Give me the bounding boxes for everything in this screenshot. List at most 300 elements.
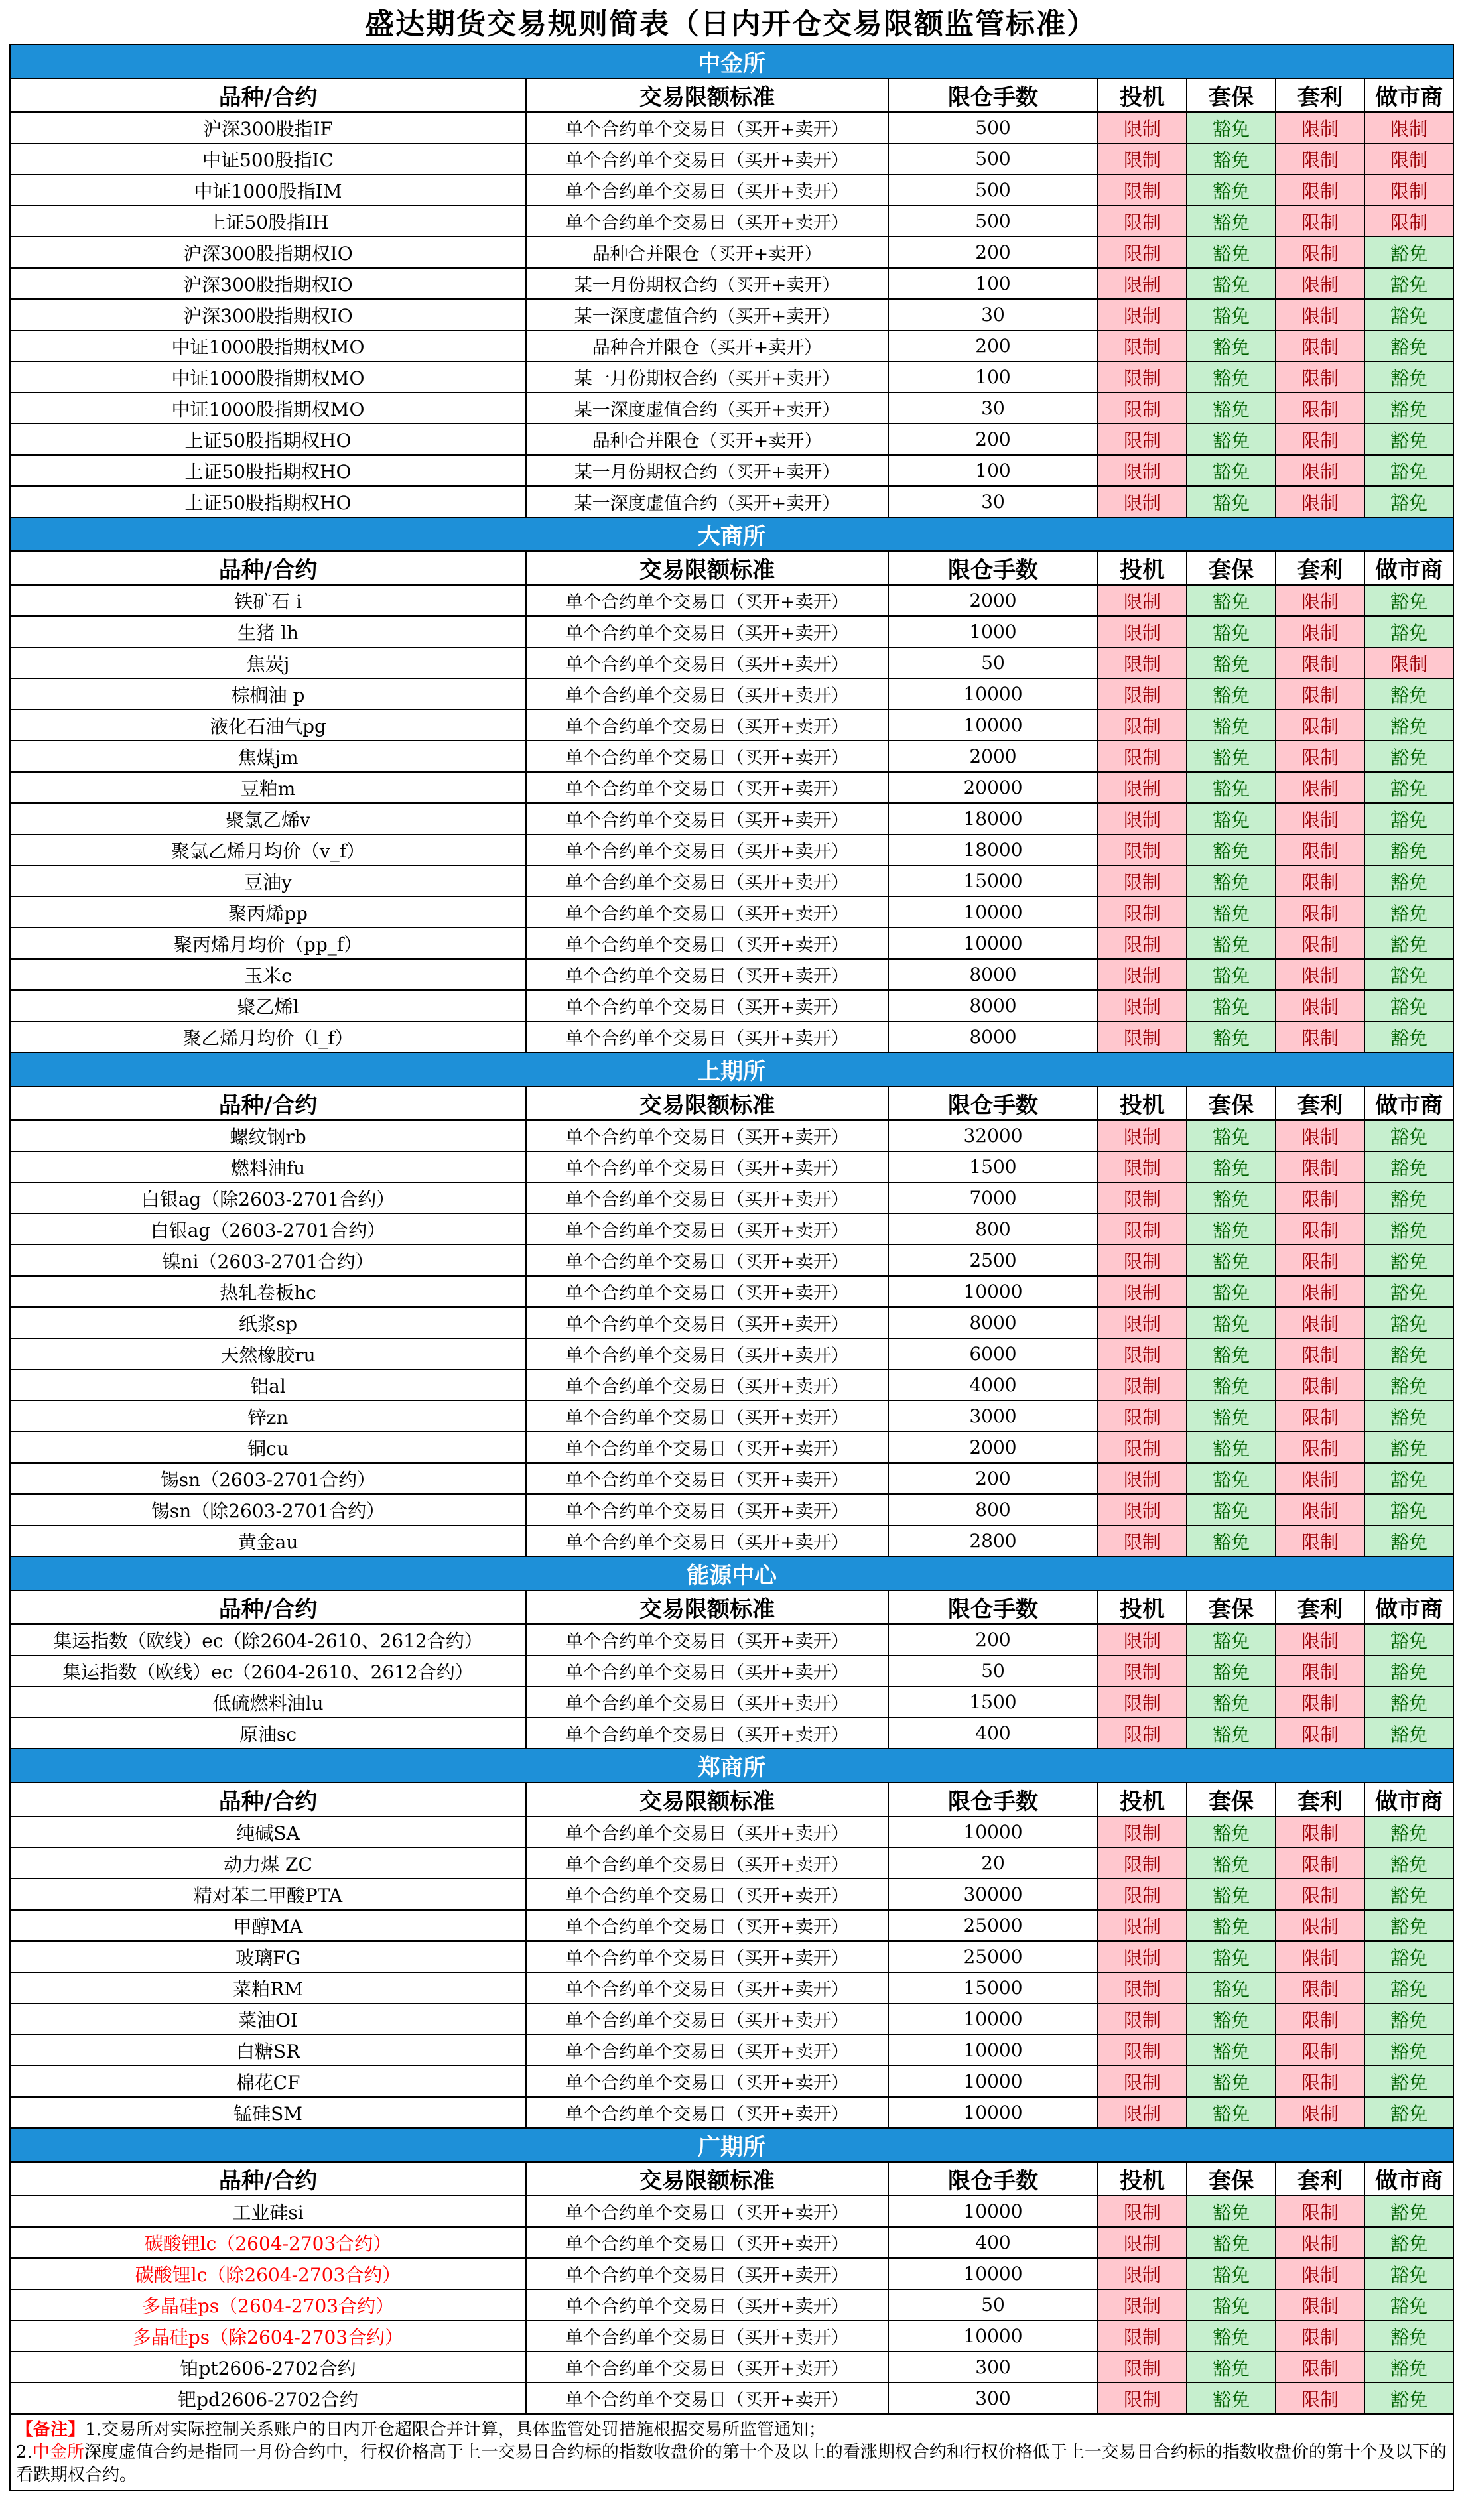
hedging-cell: 豁免: [1187, 174, 1276, 206]
variety-cell: 沪深300股指IF: [10, 112, 526, 143]
limit-cell: 100: [888, 361, 1098, 393]
header-standard: 交易限额标准: [526, 551, 888, 585]
section-title: 中金所: [10, 44, 1453, 78]
arbitrage-cell: 限制: [1276, 1401, 1364, 1432]
note-line-2: [16, 2441, 1447, 2486]
limit-cell: 1500: [888, 1151, 1098, 1182]
market-maker-cell: 豁免: [1364, 741, 1453, 772]
speculation-cell: 限制: [1098, 112, 1187, 143]
section-title: 能源中心: [10, 1556, 1453, 1590]
table-row: [10, 237, 1453, 268]
standard-cell: 单个合约单个交易日（买开+卖开）: [526, 2227, 888, 2258]
arbitrage-cell: 限制: [1276, 143, 1364, 174]
table-row: [10, 865, 1453, 897]
header-standard: 交易限额标准: [526, 1783, 888, 1816]
header-arbitrage: 套利: [1276, 551, 1364, 585]
hedging-cell: 豁免: [1187, 1276, 1276, 1307]
limit-cell: 10000: [888, 2320, 1098, 2352]
speculation-cell: 限制: [1098, 1369, 1187, 1401]
limit-cell: 7000: [888, 1182, 1098, 1214]
arbitrage-cell: 限制: [1276, 710, 1364, 741]
variety-cell: 中证1000股指期权MO: [10, 330, 526, 361]
hedging-cell: 豁免: [1187, 1655, 1276, 1686]
hedging-cell: 豁免: [1187, 1686, 1276, 1718]
standard-cell: 单个合约单个交易日（买开+卖开）: [526, 2258, 888, 2289]
variety-cell: 多晶硅ps（除2604-2703合约）: [10, 2320, 526, 2352]
market-maker-cell: 豁免: [1364, 1214, 1453, 1245]
limit-cell: 8000: [888, 959, 1098, 990]
standard-cell: 单个合约单个交易日（买开+卖开）: [526, 1369, 888, 1401]
speculation-cell: 限制: [1098, 585, 1187, 616]
standard-cell: 某一月份期权合约（买开+卖开）: [526, 268, 888, 299]
standard-cell: 单个合约单个交易日（买开+卖开）: [526, 2352, 888, 2383]
hedging-cell: 豁免: [1187, 834, 1276, 865]
market-maker-cell: 豁免: [1364, 299, 1453, 330]
variety-cell: 玻璃FG: [10, 1941, 526, 1972]
limit-cell: 30: [888, 299, 1098, 330]
arbitrage-cell: 限制: [1276, 1151, 1364, 1182]
market-maker-cell: 豁免: [1364, 1120, 1453, 1151]
limit-cell: 10000: [888, 2066, 1098, 2097]
table-row: [10, 268, 1453, 299]
standard-cell: 单个合约单个交易日（买开+卖开）: [526, 1021, 888, 1052]
limit-cell: 2500: [888, 1245, 1098, 1276]
standard-cell: 单个合约单个交易日（买开+卖开）: [526, 616, 888, 647]
standard-cell: 单个合约单个交易日（买开+卖开）: [526, 143, 888, 174]
table-row: [10, 486, 1453, 517]
standard-cell: 单个合约单个交易日（买开+卖开）: [526, 1245, 888, 1276]
limit-cell: 50: [888, 647, 1098, 678]
table-row: [10, 1718, 1453, 1749]
header-variety: 品种/合约: [10, 78, 526, 112]
hedging-cell: 豁免: [1187, 424, 1276, 455]
notes-section: [10, 2414, 1453, 2491]
limit-cell: 2000: [888, 585, 1098, 616]
table-row: [10, 206, 1453, 237]
arbitrage-cell: 限制: [1276, 1624, 1364, 1655]
variety-cell: 上证50股指期权HO: [10, 424, 526, 455]
variety-cell: 焦炭j: [10, 647, 526, 678]
speculation-cell: 限制: [1098, 1307, 1187, 1338]
page-title: 盛达期货交易规则简表（日内开仓交易限额监管标准）: [365, 7, 1097, 41]
speculation-cell: 限制: [1098, 1624, 1187, 1655]
arbitrage-cell: 限制: [1276, 1338, 1364, 1369]
hedging-cell: 豁免: [1187, 678, 1276, 710]
arbitrage-cell: 限制: [1276, 486, 1364, 517]
variety-cell: 上证50股指期权HO: [10, 486, 526, 517]
market-maker-cell: 豁免: [1364, 585, 1453, 616]
market-maker-cell: 豁免: [1364, 1941, 1453, 1972]
hedging-cell: 豁免: [1187, 143, 1276, 174]
table-row: [10, 1214, 1453, 1245]
market-maker-cell: 豁免: [1364, 1816, 1453, 1848]
speculation-cell: 限制: [1098, 1941, 1187, 1972]
speculation-cell: 限制: [1098, 865, 1187, 897]
variety-cell: 工业硅si: [10, 2196, 526, 2227]
hedging-cell: 豁免: [1187, 1941, 1276, 1972]
hedging-cell: 豁免: [1187, 1182, 1276, 1214]
market-maker-cell: 豁免: [1364, 1307, 1453, 1338]
arbitrage-cell: 限制: [1276, 2035, 1364, 2066]
header-arbitrage: 套利: [1276, 1590, 1364, 1624]
limit-cell: 25000: [888, 1910, 1098, 1941]
table-row: [10, 897, 1453, 928]
standard-cell: 单个合约单个交易日（买开+卖开）: [526, 1910, 888, 1941]
limit-cell: 8000: [888, 1021, 1098, 1052]
arbitrage-cell: 限制: [1276, 2227, 1364, 2258]
market-maker-cell: 豁免: [1364, 1401, 1453, 1432]
limit-cell: 500: [888, 112, 1098, 143]
header-limit: 限仓手数: [888, 78, 1098, 112]
arbitrage-cell: 限制: [1276, 1245, 1364, 1276]
hedging-cell: 豁免: [1187, 1525, 1276, 1556]
speculation-cell: 限制: [1098, 834, 1187, 865]
table-row: [10, 1879, 1453, 1910]
table-row: [10, 990, 1453, 1021]
hedging-cell: 豁免: [1187, 865, 1276, 897]
arbitrage-cell: 限制: [1276, 1369, 1364, 1401]
variety-cell: 白银ag（除2603-2701合约）: [10, 1182, 526, 1214]
speculation-cell: 限制: [1098, 1120, 1187, 1151]
limit-cell: 50: [888, 1655, 1098, 1686]
table-row: [10, 1151, 1453, 1182]
hedging-cell: 豁免: [1187, 2289, 1276, 2320]
arbitrage-cell: 限制: [1276, 1941, 1364, 1972]
column-header-row: [10, 551, 1453, 585]
standard-cell: 单个合约单个交易日（买开+卖开）: [526, 1848, 888, 1879]
limit-cell: 10000: [888, 1816, 1098, 1848]
speculation-cell: 限制: [1098, 897, 1187, 928]
variety-cell: 菜油OI: [10, 2003, 526, 2035]
table-row: [10, 2035, 1453, 2066]
arbitrage-cell: 限制: [1276, 2066, 1364, 2097]
arbitrage-cell: 限制: [1276, 772, 1364, 803]
arbitrage-cell: 限制: [1276, 206, 1364, 237]
arbitrage-cell: 限制: [1276, 897, 1364, 928]
table-row: [10, 1494, 1453, 1525]
arbitrage-cell: 限制: [1276, 834, 1364, 865]
hedging-cell: 豁免: [1187, 2227, 1276, 2258]
standard-cell: 单个合约单个交易日（买开+卖开）: [526, 2097, 888, 2128]
market-maker-cell: 豁免: [1364, 1879, 1453, 1910]
limit-cell: 30: [888, 486, 1098, 517]
standard-cell: 品种合并限仓（买开+卖开）: [526, 237, 888, 268]
variety-cell: 甲醇MA: [10, 1910, 526, 1941]
standard-cell: 某一深度虚值合约（买开+卖开）: [526, 299, 888, 330]
arbitrage-cell: 限制: [1276, 2097, 1364, 2128]
limit-cell: 6000: [888, 1338, 1098, 1369]
speculation-cell: 限制: [1098, 772, 1187, 803]
arbitrage-cell: 限制: [1276, 237, 1364, 268]
speculation-cell: 限制: [1098, 2066, 1187, 2097]
standard-cell: 单个合约单个交易日（买开+卖开）: [526, 990, 888, 1021]
section-title: 上期所: [10, 1052, 1453, 1086]
standard-cell: 单个合约单个交易日（买开+卖开）: [526, 772, 888, 803]
table-row: [10, 616, 1453, 647]
limit-cell: 10000: [888, 2196, 1098, 2227]
standard-cell: 单个合约单个交易日（买开+卖开）: [526, 174, 888, 206]
standard-cell: 单个合约单个交易日（买开+卖开）: [526, 1972, 888, 2003]
header-limit: 限仓手数: [888, 1590, 1098, 1624]
variety-cell: 中证1000股指期权MO: [10, 361, 526, 393]
speculation-cell: 限制: [1098, 678, 1187, 710]
arbitrage-cell: 限制: [1276, 1432, 1364, 1463]
speculation-cell: 限制: [1098, 1972, 1187, 2003]
arbitrage-cell: 限制: [1276, 1655, 1364, 1686]
arbitrage-cell: 限制: [1276, 1494, 1364, 1525]
arbitrage-cell: 限制: [1276, 1307, 1364, 1338]
market-maker-cell: 豁免: [1364, 2097, 1453, 2128]
standard-cell: 单个合约单个交易日（买开+卖开）: [526, 1624, 888, 1655]
table-row: [10, 174, 1453, 206]
variety-cell: 棕榈油 p: [10, 678, 526, 710]
market-maker-cell: 豁免: [1364, 2196, 1453, 2227]
table-row: [10, 1941, 1453, 1972]
speculation-cell: 限制: [1098, 1525, 1187, 1556]
arbitrage-cell: 限制: [1276, 2003, 1364, 2035]
note-line-1: [16, 2419, 1447, 2441]
speculation-cell: 限制: [1098, 803, 1187, 834]
arbitrage-cell: 限制: [1276, 2352, 1364, 2383]
table-row: [10, 143, 1453, 174]
variety-cell: 液化石油气pg: [10, 710, 526, 741]
standard-cell: 单个合约单个交易日（买开+卖开）: [526, 834, 888, 865]
variety-cell: 聚氯乙烯v: [10, 803, 526, 834]
table-row: [10, 2258, 1453, 2289]
limit-table: [9, 44, 1454, 2491]
variety-cell: 原油sc: [10, 1718, 526, 1749]
variety-cell: 生猪 lh: [10, 616, 526, 647]
standard-cell: 单个合约单个交易日（买开+卖开）: [526, 1718, 888, 1749]
column-header-row: [10, 78, 1453, 112]
standard-cell: 单个合约单个交易日（买开+卖开）: [526, 2003, 888, 2035]
speculation-cell: 限制: [1098, 2227, 1187, 2258]
limit-cell: 10000: [888, 928, 1098, 959]
hedging-cell: 豁免: [1187, 1624, 1276, 1655]
table-row: [10, 1525, 1453, 1556]
table-row: [10, 1276, 1453, 1307]
speculation-cell: 限制: [1098, 237, 1187, 268]
note-text-2: 深度虚值合约是指同一月份合约中，行权价格高于上一交易日合约标的指数收盘价的第十个及以上的看涨期权合约和行权价格低于上一交易日合约标的指数收盘价的第十个及以下的看跌期权合约。: [16, 2442, 1447, 2485]
header-market-maker: 做市商: [1364, 1590, 1453, 1624]
limit-cell: 32000: [888, 1120, 1098, 1151]
arbitrage-cell: 限制: [1276, 1021, 1364, 1052]
hedging-cell: 豁免: [1187, 585, 1276, 616]
arbitrage-cell: 限制: [1276, 990, 1364, 1021]
header-variety: 品种/合约: [10, 1783, 526, 1816]
market-maker-cell: 豁免: [1364, 2066, 1453, 2097]
variety-cell: 镍ni（2603-2701合约）: [10, 1245, 526, 1276]
limit-cell: 25000: [888, 1941, 1098, 1972]
limit-cell: 400: [888, 1718, 1098, 1749]
market-maker-cell: 豁免: [1364, 2227, 1453, 2258]
arbitrage-cell: 限制: [1276, 959, 1364, 990]
speculation-cell: 限制: [1098, 1401, 1187, 1432]
speculation-cell: 限制: [1098, 2289, 1187, 2320]
hedging-cell: 豁免: [1187, 2352, 1276, 2383]
standard-cell: 单个合约单个交易日（买开+卖开）: [526, 1494, 888, 1525]
limit-cell: 400: [888, 2227, 1098, 2258]
table-row: [10, 1686, 1453, 1718]
table-row: [10, 1369, 1453, 1401]
limit-cell: 10000: [888, 2003, 1098, 2035]
table-row: [10, 741, 1453, 772]
market-maker-cell: 豁免: [1364, 2289, 1453, 2320]
speculation-cell: 限制: [1098, 268, 1187, 299]
hedging-cell: 豁免: [1187, 2196, 1276, 2227]
limit-cell: 1000: [888, 616, 1098, 647]
variety-cell: 黄金au: [10, 1525, 526, 1556]
hedging-cell: 豁免: [1187, 2035, 1276, 2066]
standard-cell: 单个合约单个交易日（买开+卖开）: [526, 2320, 888, 2352]
speculation-cell: 限制: [1098, 1686, 1187, 1718]
hedging-cell: 豁免: [1187, 1307, 1276, 1338]
variety-cell: 白糖SR: [10, 2035, 526, 2066]
arbitrage-cell: 限制: [1276, 1686, 1364, 1718]
table-row: [10, 2383, 1453, 2414]
speculation-cell: 限制: [1098, 710, 1187, 741]
hedging-cell: 豁免: [1187, 1432, 1276, 1463]
table-row: [10, 1624, 1453, 1655]
variety-cell: 中证500股指IC: [10, 143, 526, 174]
hedging-cell: 豁免: [1187, 1910, 1276, 1941]
limit-cell: 10000: [888, 897, 1098, 928]
speculation-cell: 限制: [1098, 616, 1187, 647]
limit-cell: 15000: [888, 1972, 1098, 2003]
limit-cell: 18000: [888, 834, 1098, 865]
table-row: [10, 1910, 1453, 1941]
variety-cell: 焦煤jm: [10, 741, 526, 772]
speculation-cell: 限制: [1098, 1338, 1187, 1369]
standard-cell: 单个合约单个交易日（买开+卖开）: [526, 1182, 888, 1214]
table-row: [10, 585, 1453, 616]
standard-cell: 品种合并限仓（买开+卖开）: [526, 424, 888, 455]
arbitrage-cell: 限制: [1276, 330, 1364, 361]
standard-cell: 单个合约单个交易日（买开+卖开）: [526, 206, 888, 237]
table-row: [10, 1338, 1453, 1369]
table-row: [10, 928, 1453, 959]
limit-cell: 200: [888, 330, 1098, 361]
speculation-cell: 限制: [1098, 1879, 1187, 1910]
table-row: [10, 647, 1453, 678]
standard-cell: 单个合约单个交易日（买开+卖开）: [526, 1151, 888, 1182]
hedging-cell: 豁免: [1187, 2383, 1276, 2414]
section-header: [10, 2128, 1453, 2162]
variety-cell: 低硫燃料油lu: [10, 1686, 526, 1718]
standard-cell: 单个合约单个交易日（买开+卖开）: [526, 112, 888, 143]
limit-cell: 800: [888, 1214, 1098, 1245]
section-header: [10, 1749, 1453, 1783]
limit-cell: 100: [888, 268, 1098, 299]
market-maker-cell: 豁免: [1364, 1021, 1453, 1052]
standard-cell: 某一月份期权合约（买开+卖开）: [526, 361, 888, 393]
hedging-cell: 豁免: [1187, 2003, 1276, 2035]
speculation-cell: 限制: [1098, 2352, 1187, 2383]
variety-cell: 天然橡胶ru: [10, 1338, 526, 1369]
standard-cell: 某一月份期权合约（买开+卖开）: [526, 455, 888, 486]
market-maker-cell: 限制: [1364, 647, 1453, 678]
standard-cell: 单个合约单个交易日（买开+卖开）: [526, 865, 888, 897]
standard-cell: 单个合约单个交易日（买开+卖开）: [526, 1655, 888, 1686]
limit-cell: 200: [888, 237, 1098, 268]
variety-cell: 集运指数（欧线）ec（2604-2610、2612合约）: [10, 1655, 526, 1686]
hedging-cell: 豁免: [1187, 486, 1276, 517]
market-maker-cell: 豁免: [1364, 330, 1453, 361]
speculation-cell: 限制: [1098, 1494, 1187, 1525]
section-title: 大商所: [10, 517, 1453, 551]
header-speculation: 投机: [1098, 78, 1187, 112]
market-maker-cell: 限制: [1364, 112, 1453, 143]
arbitrage-cell: 限制: [1276, 1276, 1364, 1307]
market-maker-cell: 限制: [1364, 206, 1453, 237]
standard-cell: 单个合约单个交易日（买开+卖开）: [526, 1525, 888, 1556]
arbitrage-cell: 限制: [1276, 1910, 1364, 1941]
hedging-cell: 豁免: [1187, 1463, 1276, 1494]
market-maker-cell: 豁免: [1364, 1245, 1453, 1276]
table-row: [10, 1848, 1453, 1879]
speculation-cell: 限制: [1098, 1718, 1187, 1749]
arbitrage-cell: 限制: [1276, 2289, 1364, 2320]
hedging-cell: 豁免: [1187, 1151, 1276, 1182]
arbitrage-cell: 限制: [1276, 268, 1364, 299]
table-row: [10, 710, 1453, 741]
arbitrage-cell: 限制: [1276, 678, 1364, 710]
market-maker-cell: 豁免: [1364, 928, 1453, 959]
limit-cell: 8000: [888, 990, 1098, 1021]
speculation-cell: 限制: [1098, 455, 1187, 486]
table-row: [10, 361, 1453, 393]
table-row: [10, 1245, 1453, 1276]
speculation-cell: 限制: [1098, 647, 1187, 678]
arbitrage-cell: 限制: [1276, 2383, 1364, 2414]
section-header: [10, 517, 1453, 551]
limit-cell: 8000: [888, 1307, 1098, 1338]
header-standard: 交易限额标准: [526, 78, 888, 112]
speculation-cell: 限制: [1098, 1432, 1187, 1463]
market-maker-cell: 豁免: [1364, 2258, 1453, 2289]
speculation-cell: 限制: [1098, 206, 1187, 237]
arbitrage-cell: 限制: [1276, 616, 1364, 647]
header-speculation: 投机: [1098, 551, 1187, 585]
limit-cell: 300: [888, 2352, 1098, 2383]
speculation-cell: 限制: [1098, 2196, 1187, 2227]
hedging-cell: 豁免: [1187, 772, 1276, 803]
header-variety: 品种/合约: [10, 551, 526, 585]
header-market-maker: 做市商: [1364, 1783, 1453, 1816]
arbitrage-cell: 限制: [1276, 2196, 1364, 2227]
standard-cell: 单个合约单个交易日（买开+卖开）: [526, 1401, 888, 1432]
hedging-cell: 豁免: [1187, 1972, 1276, 2003]
speculation-cell: 限制: [1098, 1214, 1187, 1245]
section-header: [10, 44, 1453, 78]
section-title: 广期所: [10, 2128, 1453, 2162]
table-row: [10, 2227, 1453, 2258]
column-header-row: [10, 1086, 1453, 1120]
table-row: [10, 678, 1453, 710]
variety-cell: 铝al: [10, 1369, 526, 1401]
standard-cell: 单个合约单个交易日（买开+卖开）: [526, 585, 888, 616]
standard-cell: 单个合约单个交易日（买开+卖开）: [526, 647, 888, 678]
hedging-cell: 豁免: [1187, 1494, 1276, 1525]
standard-cell: 单个合约单个交易日（买开+卖开）: [526, 1879, 888, 1910]
market-maker-cell: 豁免: [1364, 710, 1453, 741]
hedging-cell: 豁免: [1187, 455, 1276, 486]
market-maker-cell: 豁免: [1364, 1182, 1453, 1214]
limit-cell: 30: [888, 393, 1098, 424]
speculation-cell: 限制: [1098, 1655, 1187, 1686]
arbitrage-cell: 限制: [1276, 455, 1364, 486]
limit-cell: 2800: [888, 1525, 1098, 1556]
